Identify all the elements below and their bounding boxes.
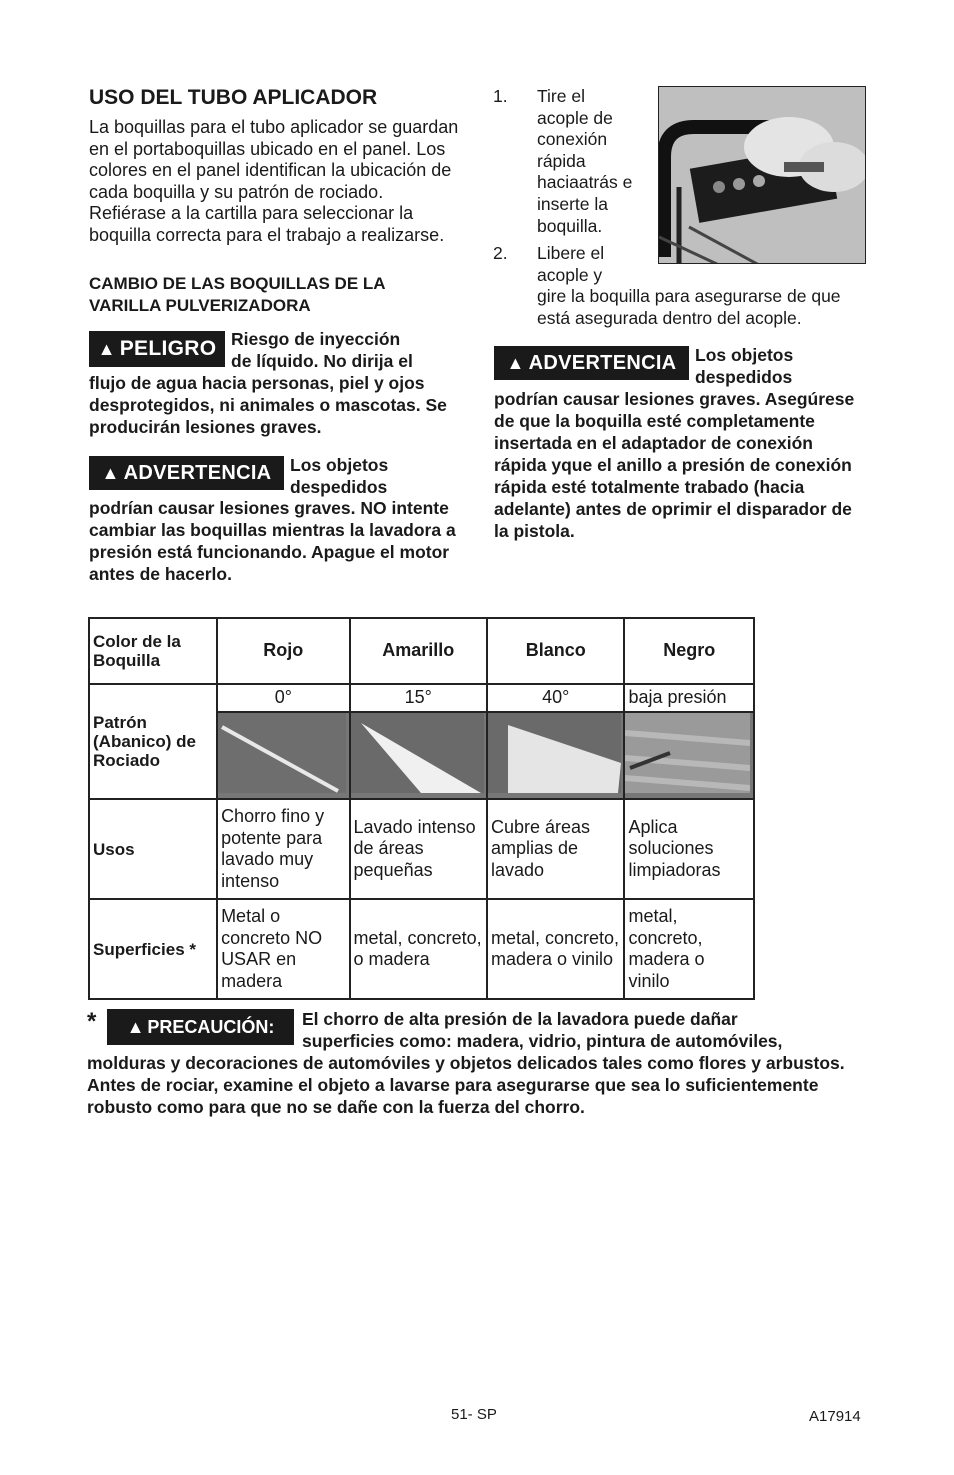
surfaces-cell: metal, concreto, madera o vinilo	[624, 899, 754, 999]
step-1	[493, 86, 637, 237]
spray-image-0deg	[217, 712, 349, 800]
uses-cell: Cubre áreas amplias de lavado	[487, 799, 624, 899]
header-cell: Amarillo	[350, 618, 487, 684]
danger-line1: Riesgo de inyección	[231, 329, 401, 349]
table-header-row	[89, 618, 754, 684]
step-2-rest: gire la boquilla para asegurarse de que está asegurada dentro del acople.	[537, 286, 841, 328]
document-code: A17914	[809, 1408, 861, 1425]
step-1-text: Tire el acople de conexión rápida haciaatrás e inserte la boquilla.	[537, 86, 633, 236]
table-row	[89, 899, 754, 999]
surfaces-cell: metal, concreto, o madera	[350, 899, 487, 999]
danger-text: flujo de agua hacia personas, piel y ojos desprotegidos, ni animales o mascotas. Se producirán lesiones graves.	[89, 373, 447, 437]
angle-cell: 40°	[487, 684, 624, 712]
warning-badge-label: ADVERTENCIA	[123, 461, 272, 484]
step-2-number: 2.	[493, 243, 508, 263]
angle-cell: 0°	[217, 684, 349, 712]
warning-right-line1: Los objetos	[695, 345, 794, 365]
warning-triangle-icon: ▲	[126, 1016, 145, 1037]
surfaces-cell: Metal o concreto NO USAR en madera	[217, 899, 349, 999]
danger-badge	[89, 331, 225, 367]
warning-triangle-icon: ▲	[506, 352, 525, 373]
spray-image-15deg	[350, 712, 487, 800]
warning-badge-right	[494, 346, 689, 380]
caution-line1: El chorro de alta presión de la lavadora puede dañar	[302, 1009, 738, 1029]
warning-right-line2: despedidos	[695, 367, 793, 387]
warning-triangle-icon: ▲	[101, 462, 120, 483]
caution-asterisk: *	[87, 1008, 97, 1035]
danger-badge-label: PELIGRO	[119, 337, 217, 360]
nozzle-insertion-photo	[658, 86, 866, 264]
angle-cell: 15°	[350, 684, 487, 712]
pattern-label: Patrón (Abanico) de Rociado	[89, 684, 217, 799]
surfaces-label: Superficies *	[89, 899, 217, 999]
header-cell: Color de la Boquilla	[89, 618, 217, 684]
header-cell: Rojo	[217, 618, 349, 684]
warning-badge-label: ADVERTENCIA	[528, 351, 677, 374]
subheading-change-nozzles: CAMBIO DE LAS BOQUILLAS DE LA VARILLA PULVERIZADORA	[89, 274, 385, 315]
warning-triangle-icon: ▲	[97, 338, 116, 359]
caution-badge	[107, 1009, 294, 1045]
page-number: 51- SP	[451, 1406, 497, 1423]
uses-cell: Aplica soluciones limpiadoras	[624, 799, 754, 899]
spray-image-low-pressure	[624, 712, 754, 800]
uses-cell: Chorro fino y potente para lavado muy intenso	[217, 799, 349, 899]
spray-image-40deg	[487, 712, 624, 800]
step-2-line1: Libere el	[537, 243, 605, 263]
uses-cell: Lavado intenso de áreas pequeñas	[350, 799, 487, 899]
intro-paragraph: La boquillas para el tubo aplicador se guardan en el portaboquillas ubicado en el panel. Los colores en el panel identifican la ubicación de cada boquilla y su patrón de rociado. Refiérase a la cartilla para seleccionar la boquilla correcta para el trabajo a realizarse.	[89, 117, 459, 245]
table-row	[89, 684, 754, 712]
danger-line2: de líquido. No dirija el	[231, 351, 413, 371]
caution-text: molduras y decoraciones de automóviles y objetos delicados tales como flores y arbustos. Antes de rociar, examine el objeto a lavarse para asegurarse que sea lo suficientemente robusto como para que no se dañe con la fuerza del chorro.	[87, 1053, 845, 1117]
warning-left-line1: Los objetos	[290, 455, 389, 475]
section-title: USO DEL TUBO APLICADOR	[89, 86, 378, 109]
header-cell: Blanco	[487, 618, 624, 684]
angle-cell: baja presión	[624, 684, 754, 712]
caution-badge-label: PRECAUCIÓN:	[147, 1016, 275, 1037]
table-row	[89, 799, 754, 899]
uses-label: Usos	[89, 799, 217, 899]
warning-right-text: podrían causar lesiones graves. Asegúrese de que la boquilla esté completamente insertada en el adaptador de conexión rápida yque el anillo a presión de conexión rápida esté totalmente trabado (hacia adelante) antes de oprimir el disparador de la pistola.	[494, 389, 855, 541]
step-1-number: 1.	[493, 86, 508, 106]
warning-badge-left	[89, 456, 284, 490]
surfaces-cell: metal, concreto, madera o vinilo	[487, 899, 624, 999]
caution-line2: superficies como: madera, vidrio, pintura de automóviles,	[302, 1031, 783, 1051]
warning-left-text: podrían causar lesiones graves. NO intente cambiar las boquillas mientras la lavadora a presión está funcionando. Apague el motor antes de hacerlo.	[89, 498, 456, 584]
warning-left-line2: despedidos	[290, 477, 388, 497]
header-cell: Negro	[624, 618, 754, 684]
step-2-line2: acople y	[537, 264, 603, 285]
nozzle-table	[88, 617, 755, 1000]
